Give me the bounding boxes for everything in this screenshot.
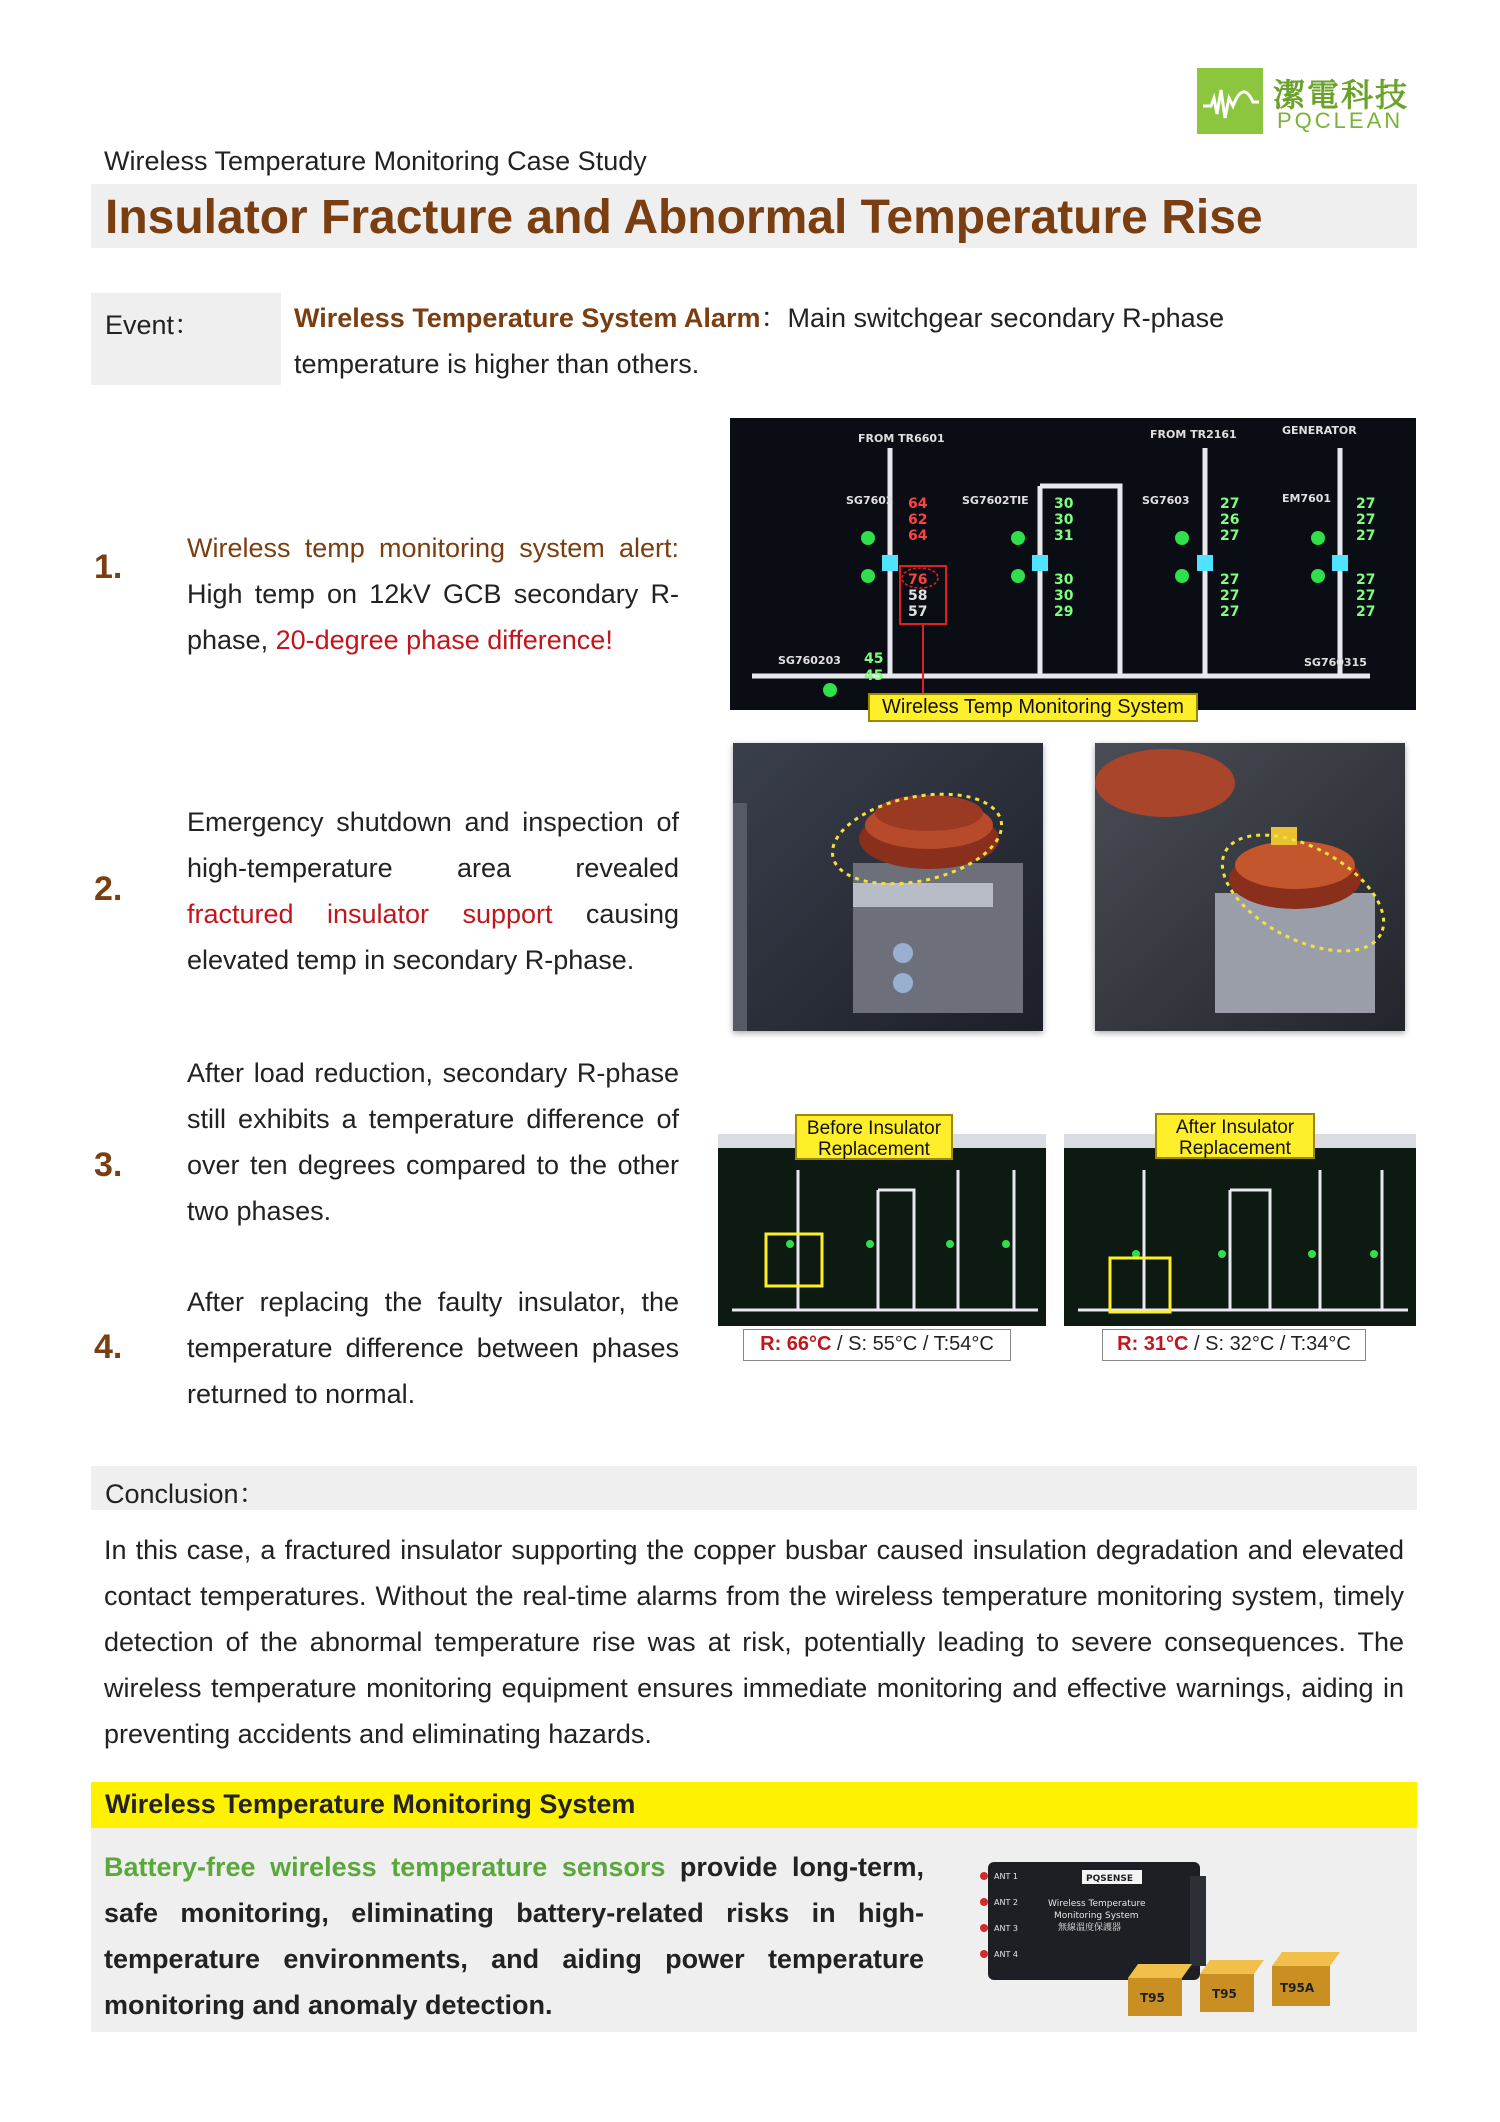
after-other-values: / S: 32°C / T:34°C <box>1188 1333 1351 1355</box>
step-1-alert: Wireless temp monitoring system alert: <box>187 533 679 563</box>
monitoring-system-tag: Wireless Temp Monitoring System <box>868 693 1198 722</box>
reading-value: 29 <box>1054 604 1074 620</box>
reading-value: 27 <box>1220 496 1240 512</box>
sensor-label: T95A <box>1280 1981 1315 1995</box>
event-highlight: Wireless Temperature System Alarm <box>294 303 761 333</box>
screen-label: SG7602TIE <box>962 494 1029 507</box>
after-replacement-tag <box>1155 1113 1315 1159</box>
conclusion-bar <box>91 1466 1417 1510</box>
event-text: ：Main switchgear secondary R-phase temperature is higher than others. <box>294 303 1225 379</box>
reading-value: 30 <box>1054 496 1074 512</box>
logo-wave-icon <box>1197 68 1263 134</box>
reading-value: 64 <box>908 496 928 512</box>
device-brand: PQSENSE <box>1086 1874 1134 1884</box>
after-r-value: R: 31°C <box>1117 1333 1189 1355</box>
reading-value: 27 <box>1356 588 1376 604</box>
after-tag-line2: Replacement <box>1179 1138 1291 1159</box>
step-1-body: High temp on 12kV GCB secondary R-phase, <box>187 579 679 655</box>
before-tag-line2: Replacement <box>818 1139 930 1160</box>
inspection-photo-2 <box>1095 743 1405 1031</box>
reading-value: 45 <box>864 651 884 667</box>
reading-value: 62 <box>908 512 928 528</box>
step-2-number: 2. <box>94 870 123 908</box>
reading-value: 27 <box>1356 512 1376 528</box>
inspection-photo-1 <box>733 743 1043 1031</box>
reading-value: 26 <box>1220 512 1240 528</box>
device-line: Wireless Temperature <box>1048 1899 1146 1909</box>
reading-value: 27 <box>1220 588 1240 604</box>
step-3-number: 3. <box>94 1146 123 1184</box>
before-other-values: / S: 55°C / T:54°C <box>831 1333 994 1355</box>
screen-label: EM7601 <box>1282 492 1332 505</box>
reading-value: 64 <box>908 528 928 544</box>
step-2-text <box>187 799 679 983</box>
reading-value: 27 <box>1220 528 1240 544</box>
reading-value: 27 <box>1356 528 1376 544</box>
device-line: 無線溫度保護器 <box>1058 1923 1122 1933</box>
logo-chinese-name: 潔電科技 <box>1273 76 1410 114</box>
page-subtitle: Wireless Temperature Monitoring Case Study <box>104 146 647 176</box>
sensor-label: T95 <box>1140 1991 1165 2005</box>
device-line: Monitoring System <box>1054 1911 1139 1921</box>
before-r-value: R: 66°C <box>760 1333 832 1355</box>
reading-value: 30 <box>1054 572 1074 588</box>
after-tag-line1: After Insulator <box>1175 1117 1295 1138</box>
step-2-body: Emergency shutdown and inspection of high-temperature area revealed <box>187 807 679 883</box>
company-logo <box>1197 68 1417 134</box>
before-reading <box>743 1329 1011 1361</box>
reading-value: 27 <box>1220 604 1240 620</box>
screen-label: FROM TR6601 <box>858 432 945 445</box>
device-port: ANT 3 <box>994 1924 1018 1933</box>
reading-value: 30 <box>1054 588 1074 604</box>
sensor-label: T95 <box>1212 1987 1237 2001</box>
before-replacement-tag <box>795 1114 953 1160</box>
system-highlight: Battery-free wireless temperature sensors <box>104 1852 666 1882</box>
system-text: provide long-term, safe monitoring, eliminating battery-related risks in high-temperature environments, and aiding power temperature monitoring and anomaly detection. <box>104 1852 924 2020</box>
device-port: ANT 1 <box>994 1872 1018 1881</box>
reading-value: 45 <box>864 668 884 684</box>
reading-value: 57 <box>908 604 928 620</box>
device-port: ANT 4 <box>994 1950 1018 1959</box>
reading-value: 27 <box>1356 604 1376 620</box>
screen-label: SG7602 <box>846 494 894 507</box>
conclusion-text: In this case, a fractured insulator supporting the copper busbar caused insulation degradation and elevated contact temperatures. Without the real-time alarms from the wireless temperature monitoring system, timely detection of the abnormal temperature rise was at risk, potentially leading to severe consequences. The wireless temperature monitoring equipment ensures immediate monitoring and effective warnings, aiding in preventing accidents and eliminating hazards. <box>104 1535 1404 1749</box>
reading-value: 30 <box>1054 512 1074 528</box>
after-replacement-screen <box>1064 1134 1416 1326</box>
event-label: Event： <box>105 310 202 340</box>
screen-label: SG760315 <box>1304 656 1367 669</box>
step-4-text: After replacing the faulty insulator, the temperature difference between phases returned to normal. <box>187 1287 679 1409</box>
reading-value: 76 <box>908 572 928 588</box>
before-tag-line1: Before Insulator <box>806 1118 942 1139</box>
screen-label: FROM TR2161 <box>1150 428 1237 441</box>
before-replacement-screen <box>718 1134 1046 1326</box>
monitoring-screen-image <box>730 418 1416 710</box>
logo-english-name: PQCLEAN <box>1277 108 1404 133</box>
event-label-box <box>91 293 281 385</box>
system-description <box>104 1844 924 2028</box>
reading-value: 27 <box>1356 572 1376 588</box>
reading-value: 31 <box>1054 528 1074 544</box>
conclusion-label: Conclusion： <box>105 1479 266 1509</box>
screen-label: SG7603 <box>1142 494 1190 507</box>
device-port: ANT 2 <box>994 1898 1018 1907</box>
system-title-bar <box>91 1782 1417 1828</box>
screen-label: SG760203 <box>778 654 841 667</box>
step-2-highlight: fractured insulator support <box>187 899 553 929</box>
reading-value: 58 <box>908 588 928 604</box>
step-2-tail: causing elevated temp in secondary R-phase. <box>187 899 679 975</box>
step-1-number: 1. <box>94 548 123 586</box>
reading-value: 27 <box>1356 496 1376 512</box>
title-bar <box>91 184 1417 248</box>
screen-label: GENERATOR <box>1282 424 1357 437</box>
event-description <box>294 295 1374 387</box>
step-4-number: 4. <box>94 1328 123 1366</box>
reading-value: 27 <box>1220 572 1240 588</box>
after-reading <box>1102 1329 1366 1361</box>
page-title: Insulator Fracture and Abnormal Temperature Rise <box>105 191 1263 244</box>
step-1-text <box>187 525 679 663</box>
step-3-text: After load reduction, secondary R-phase still exhibits a temperature difference of over ten degrees compared to the other two phases. <box>187 1058 679 1226</box>
system-title: Wireless Temperature Monitoring System <box>105 1789 636 1819</box>
step-1-highlight: 20-degree phase difference! <box>275 625 613 655</box>
device-illustration <box>978 1850 1378 2028</box>
